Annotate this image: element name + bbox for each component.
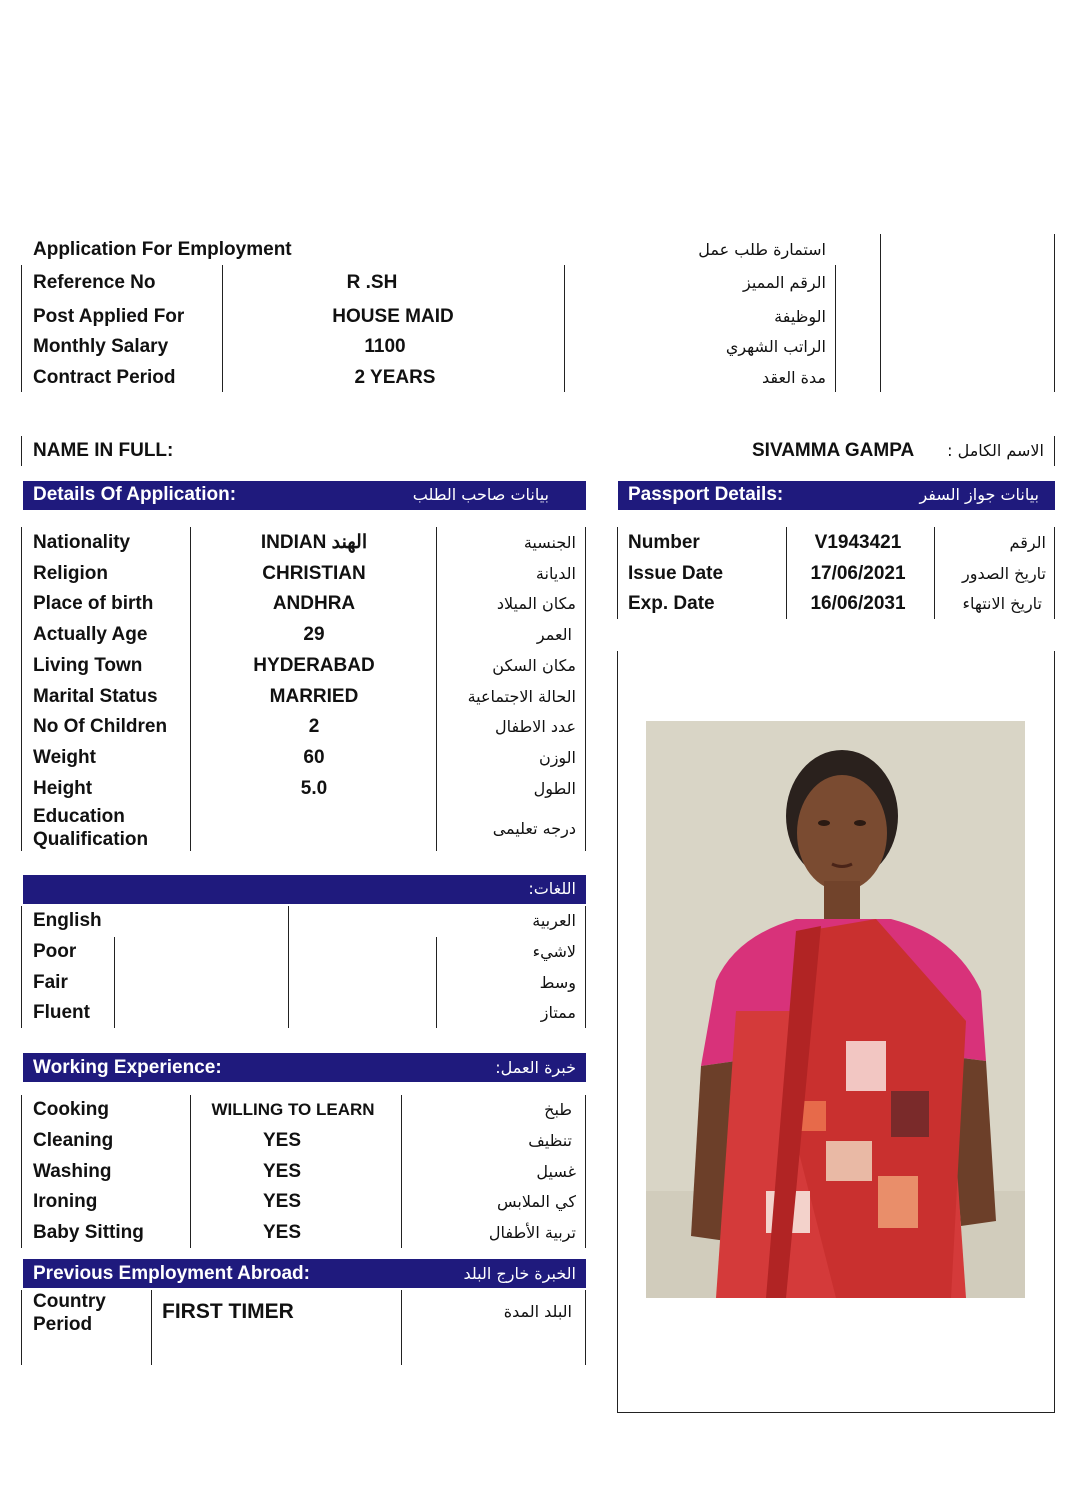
divider bbox=[21, 906, 22, 1028]
passport-number-label: Number bbox=[628, 532, 700, 553]
contract-label-ar: مدة العقد bbox=[762, 368, 826, 387]
period-label: Period bbox=[33, 1314, 93, 1335]
details-header-bar bbox=[23, 481, 586, 510]
post-label-ar: الوظيفة bbox=[774, 307, 826, 326]
issue-date-value: 17/06/2021 bbox=[810, 563, 906, 584]
weight-value: 60 bbox=[303, 747, 325, 768]
language-fluent-label-ar: ممتاز bbox=[540, 1003, 576, 1022]
children-value: 2 bbox=[308, 716, 320, 737]
ironing-label-ar: كي الملابس bbox=[496, 1192, 576, 1211]
language-fair-label: Fair bbox=[33, 972, 68, 993]
applicant-photo bbox=[646, 721, 1025, 1298]
passport-title-ar: بيانات جواز السفر bbox=[919, 485, 1039, 504]
divider bbox=[835, 265, 836, 392]
birthplace-label-ar: مكان الميلاد bbox=[496, 594, 576, 613]
age-label-ar: العمر bbox=[536, 625, 572, 644]
marital-label-ar: الحالة الاجتماعية bbox=[467, 687, 576, 706]
washing-label: Washing bbox=[33, 1161, 112, 1182]
form-title: Application For Employment bbox=[33, 239, 292, 260]
contract-value: 2 YEARS bbox=[354, 367, 436, 388]
issue-date-label-ar: تاريخ الصدور bbox=[962, 564, 1046, 583]
name-value: SIVAMMA GAMPA bbox=[752, 440, 915, 461]
divider bbox=[617, 651, 618, 1413]
divider bbox=[21, 265, 22, 392]
exp-date-label-ar: تاريخ الانتهاء bbox=[962, 594, 1042, 613]
nationality-label-ar: الجنسية bbox=[523, 533, 576, 552]
divider bbox=[401, 1290, 402, 1365]
post-label: Post Applied For bbox=[33, 306, 185, 327]
divider bbox=[585, 1290, 586, 1365]
experience-title: Working Experience: bbox=[33, 1057, 222, 1078]
age-value: 29 bbox=[303, 624, 325, 645]
divider bbox=[190, 527, 191, 851]
contract-label: Contract Period bbox=[33, 367, 176, 388]
divider bbox=[436, 527, 437, 851]
reference-value: R .SH bbox=[346, 272, 398, 293]
town-value: HYDERABAD bbox=[253, 655, 375, 676]
children-label-ar: عدد الاطفال bbox=[494, 717, 576, 736]
marital-value: MARRIED bbox=[269, 686, 359, 707]
language-fluent-label: Fluent bbox=[33, 1002, 90, 1023]
form-title-ar: استمارة طلب عمل bbox=[698, 240, 826, 259]
applicant-photo-illustration bbox=[646, 721, 1025, 1298]
divider bbox=[880, 234, 881, 392]
weight-label: Weight bbox=[33, 747, 96, 768]
divider bbox=[585, 1095, 586, 1248]
previous-employment-title: Previous Employment Abroad: bbox=[33, 1263, 310, 1284]
age-label: Actually Age bbox=[33, 624, 148, 645]
passport-number-label-ar: الرقم bbox=[1009, 533, 1046, 552]
baby-sitting-label: Baby Sitting bbox=[33, 1222, 144, 1243]
weight-label-ar: الوزن bbox=[538, 748, 576, 767]
cooking-value: WILLING TO LEARN bbox=[211, 1100, 375, 1119]
language-poor-label-ar: لاشيء bbox=[532, 942, 576, 961]
education-label-ar: درجه تعليمى bbox=[492, 819, 576, 838]
divider bbox=[585, 527, 586, 851]
salary-value: 1100 bbox=[364, 336, 406, 357]
divider bbox=[114, 937, 115, 1028]
language-english-label: English bbox=[33, 910, 102, 931]
washing-value: YES bbox=[262, 1161, 302, 1182]
baby-sitting-label-ar: تربية الأطفال bbox=[488, 1223, 576, 1242]
divider bbox=[288, 906, 289, 1028]
divider bbox=[21, 436, 22, 466]
post-value: HOUSE MAID bbox=[332, 306, 454, 327]
divider bbox=[21, 1095, 22, 1248]
previous-employment-value: FIRST TIMER bbox=[162, 1300, 294, 1323]
reference-label: Reference No bbox=[33, 272, 156, 293]
ironing-label: Ironing bbox=[33, 1191, 98, 1212]
language-fair-label-ar: وسط bbox=[539, 973, 576, 992]
ironing-value: YES bbox=[262, 1191, 302, 1212]
divider bbox=[617, 527, 618, 619]
experience-header-bar bbox=[23, 1053, 586, 1082]
salary-label-ar: الراتب الشهري bbox=[725, 337, 826, 356]
divider bbox=[617, 1412, 1055, 1413]
religion-label-ar: الديانة bbox=[535, 564, 576, 583]
divider bbox=[1054, 436, 1055, 466]
divider bbox=[21, 1290, 22, 1365]
washing-label-ar: غسيل bbox=[536, 1162, 576, 1181]
details-title-ar: بيانات صاحب الطلب bbox=[412, 485, 549, 504]
country-label: Country bbox=[33, 1291, 106, 1312]
divider bbox=[401, 1095, 402, 1248]
height-label: Height bbox=[33, 778, 93, 799]
cooking-label: Cooking bbox=[33, 1099, 109, 1120]
previous-employment-header-bar bbox=[23, 1259, 586, 1288]
nationality-value: INDIAN الهند bbox=[260, 532, 368, 553]
passport-number-value: V1943421 bbox=[814, 532, 902, 553]
birthplace-label: Place of birth bbox=[33, 593, 154, 614]
issue-date-label: Issue Date bbox=[628, 563, 724, 584]
salary-label: Monthly Salary bbox=[33, 336, 169, 357]
name-label-ar: الاسم الكامل : bbox=[947, 441, 1044, 460]
religion-value: CHRISTIAN bbox=[262, 563, 366, 584]
education-label: Education bbox=[33, 806, 125, 827]
reference-label-ar: الرقم المميز bbox=[742, 273, 826, 292]
cleaning-value: YES bbox=[262, 1130, 302, 1151]
divider bbox=[1054, 527, 1055, 619]
name-label: NAME IN FULL: bbox=[33, 440, 174, 461]
passport-title: Passport Details: bbox=[628, 484, 784, 505]
divider bbox=[21, 527, 22, 851]
divider bbox=[151, 1290, 152, 1365]
cooking-label-ar: طبخ bbox=[544, 1100, 572, 1119]
languages-header-bar bbox=[23, 875, 586, 904]
religion-label: Religion bbox=[33, 563, 108, 584]
exp-date-label: Exp. Date bbox=[628, 593, 715, 614]
language-poor-label: Poor bbox=[33, 941, 77, 962]
previous-employment-label-ar: البلد المدة bbox=[503, 1302, 572, 1321]
divider bbox=[436, 937, 437, 1028]
qualification-label: Qualification bbox=[33, 829, 149, 850]
town-label: Living Town bbox=[33, 655, 143, 676]
divider bbox=[1054, 651, 1055, 1413]
baby-sitting-value: YES bbox=[262, 1222, 302, 1243]
nationality-label: Nationality bbox=[33, 532, 131, 553]
divider bbox=[1054, 234, 1055, 392]
cleaning-label: Cleaning bbox=[33, 1130, 114, 1151]
experience-title-ar: خبرة العمل: bbox=[495, 1058, 576, 1077]
height-value: 5.0 bbox=[300, 778, 328, 799]
exp-date-value: 16/06/2031 bbox=[810, 593, 906, 614]
birthplace-value: ANDHRA bbox=[272, 593, 356, 614]
town-label-ar: مكان السكن bbox=[492, 656, 576, 675]
previous-employment-title-ar: الخبرة خارج البلد bbox=[463, 1264, 576, 1283]
language-english-label-ar: العربية bbox=[532, 911, 576, 930]
details-title: Details Of Application: bbox=[33, 484, 237, 505]
cleaning-label-ar: تنظيف bbox=[528, 1131, 572, 1150]
divider bbox=[585, 906, 586, 1028]
languages-title-ar: اللغات: bbox=[528, 879, 576, 898]
height-label-ar: الطول bbox=[533, 779, 576, 798]
passport-header-bar bbox=[618, 481, 1055, 510]
marital-label: Marital Status bbox=[33, 686, 158, 707]
divider bbox=[934, 527, 935, 619]
children-label: No Of Children bbox=[33, 716, 168, 737]
